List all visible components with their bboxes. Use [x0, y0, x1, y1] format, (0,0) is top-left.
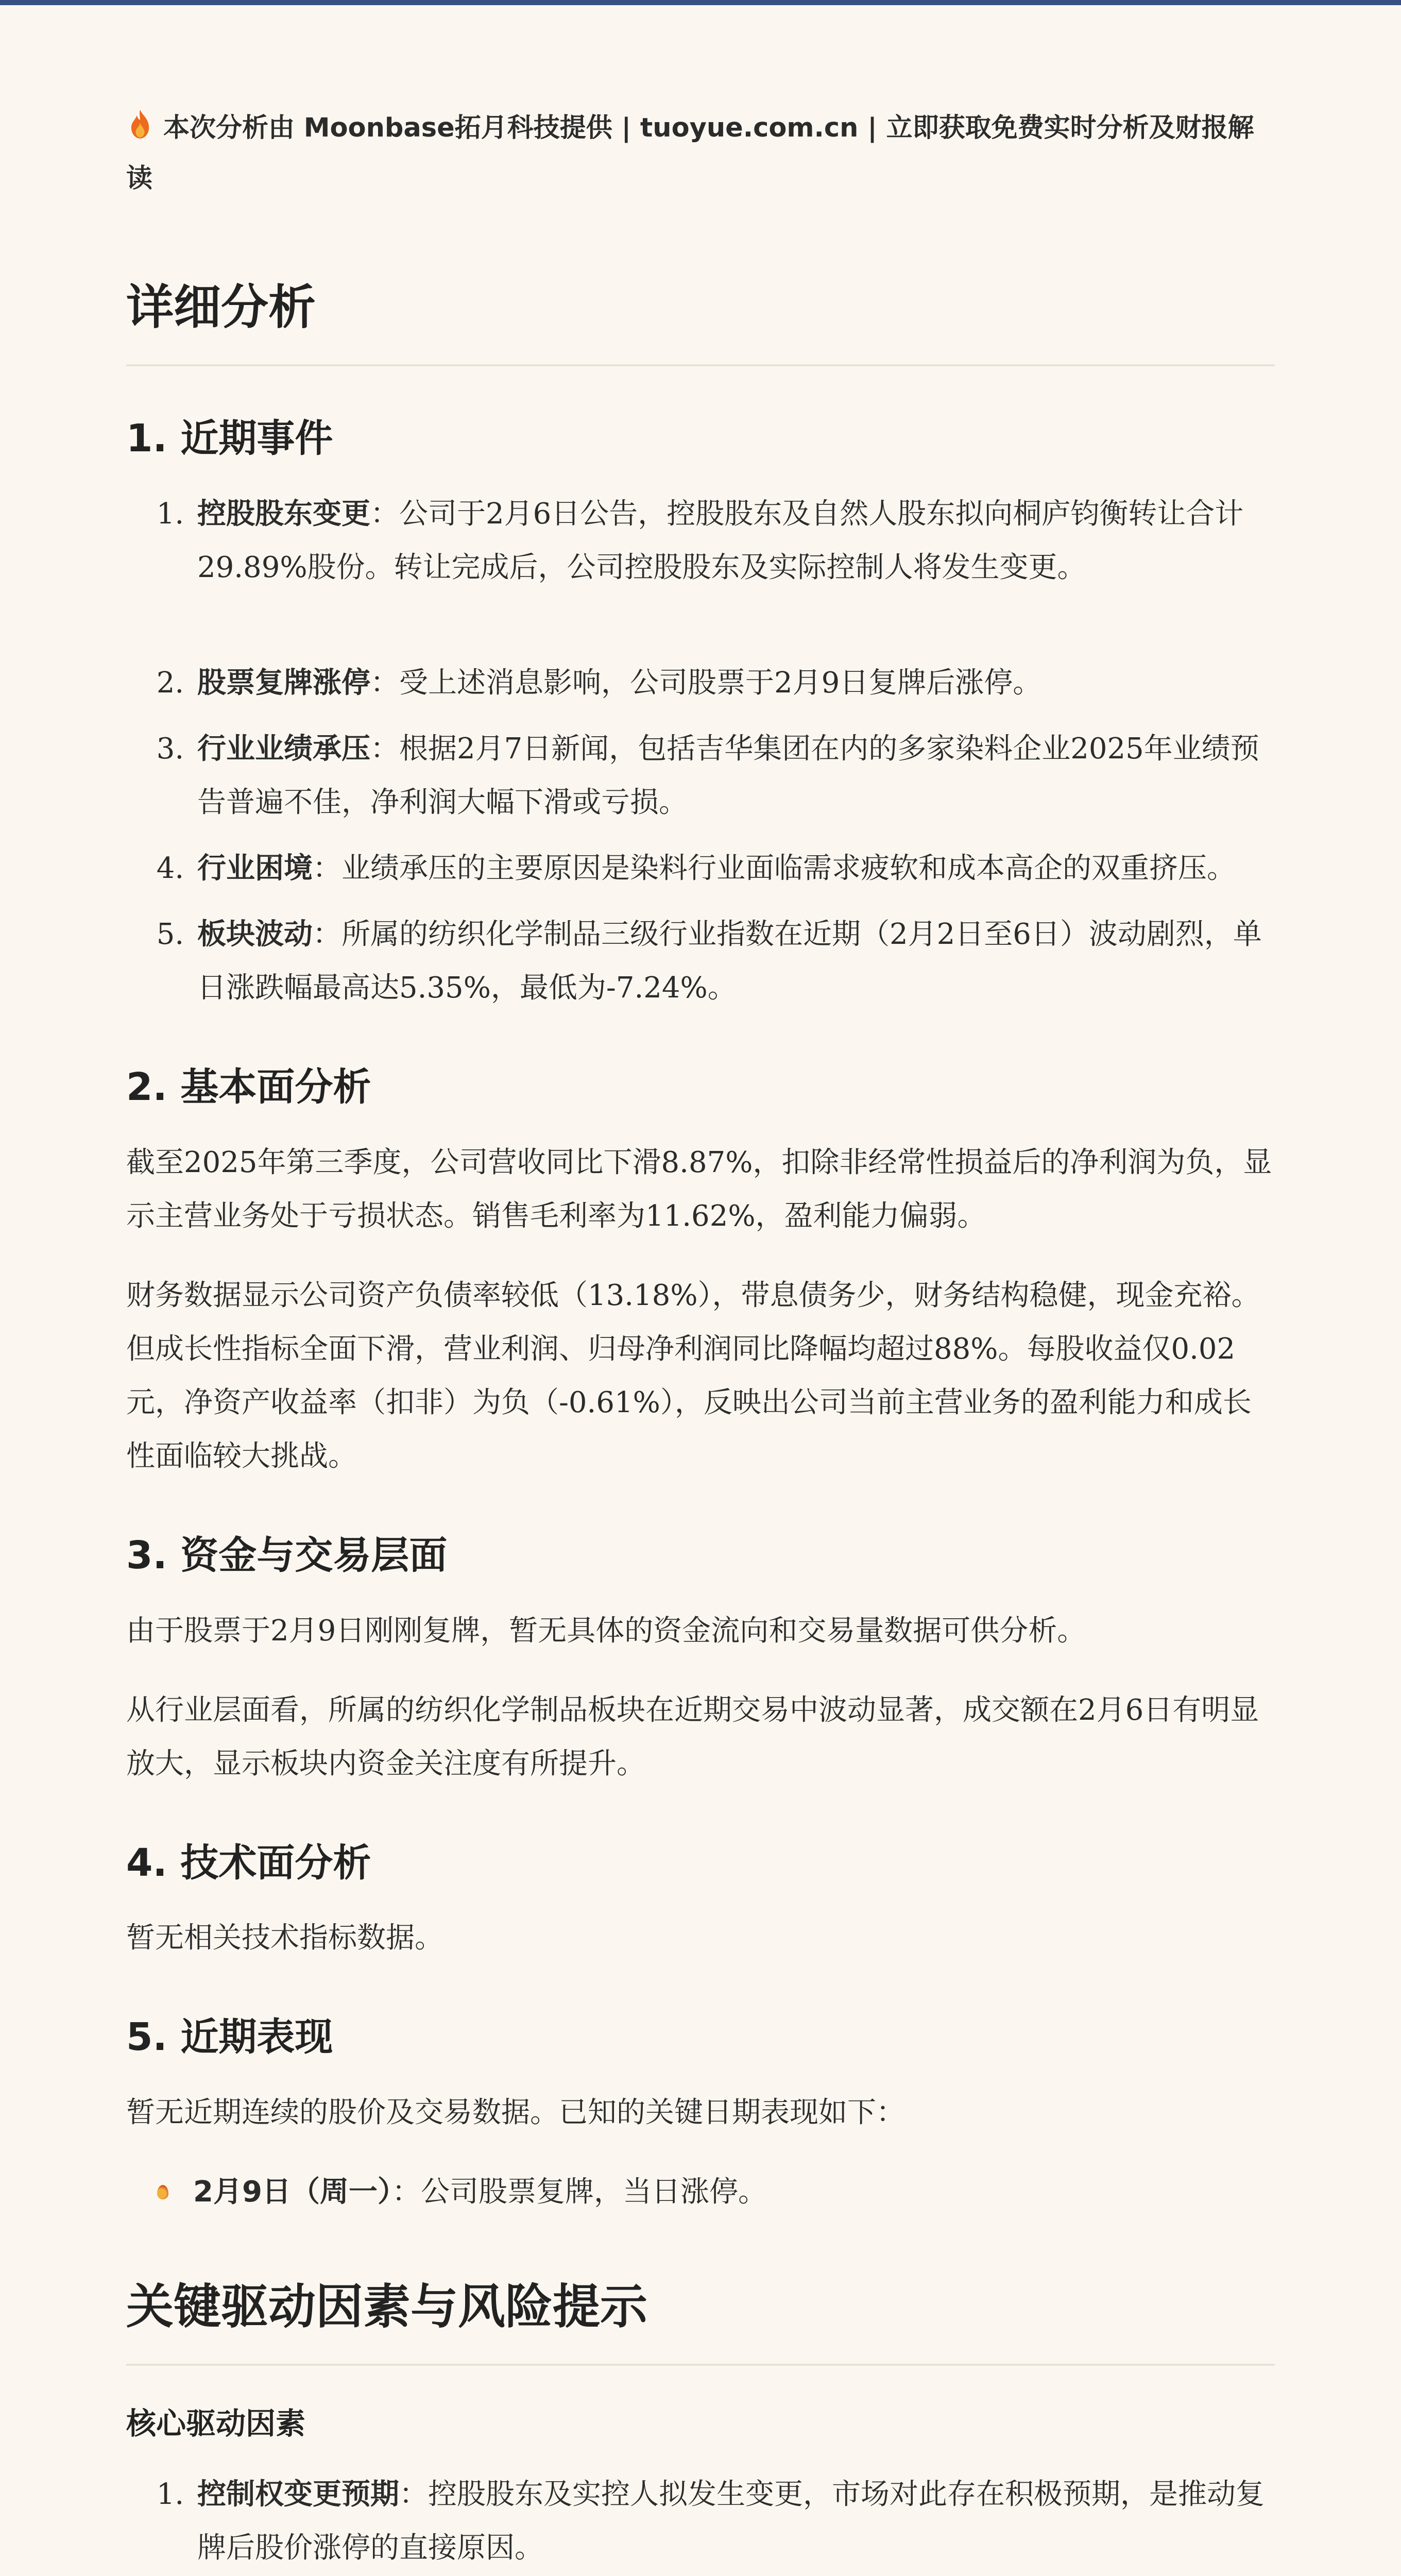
- fundamentals-heading: 2. 基本面分析: [126, 1064, 371, 1109]
- capital-paragraph-1: 由于股票于2月9日刚刚复牌，暂无具体的资金流向和交易量数据可供分析。: [126, 1614, 1086, 1648]
- list-item: 1. 控制权变更预期：控股股东及实控人拟发生变更，市场对此存在积极预期，是推动复牌后股价涨停的直接原因。: [193, 2468, 1275, 2575]
- fundamentals-paragraph-1: 截至2025年第三季度，公司营收同比下滑8.87%，扣除非经常性损益后的净利润为负，显示主营业务处于亏损状态。销售毛利率为11.62%，盈利能力偏弱。: [126, 1145, 1272, 1233]
- recent-performance-list: [126, 2165, 1275, 2219]
- technical-paragraph: 暂无相关技术指标数据。: [126, 1921, 443, 1955]
- recent-performance-paragraph: 暂无近期连续的股价及交易数据。已知的关键日期表现如下：: [126, 2096, 905, 2130]
- core-drivers-list: [126, 2468, 1275, 2576]
- top-accent-bar: [0, 0, 1401, 5]
- fire-icon: [126, 109, 154, 140]
- capital-trading-heading: 3. 资金与交易层面: [126, 1533, 448, 1578]
- bullet-icon: [157, 2185, 168, 2199]
- recent-events-list: [126, 487, 1275, 1015]
- recent-events-heading: 1. 近期事件: [126, 416, 333, 461]
- core-drivers-heading: 核心驱动因素: [126, 2406, 306, 2442]
- list-item: 3. 行业业绩承压：根据2月7日新闻，包括吉华集团在内的多家染料企业2025年业绩预告普遍不佳，净利润大幅下滑或亏损。: [193, 722, 1275, 829]
- sponsor-banner[interactable]: [126, 103, 1275, 204]
- report-page: [0, 103, 1401, 2576]
- banner-text: 本次分析由 Moonbase拓月科技提供 | tuoyue.com.cn | 立即获取免费实时分析及财报解读: [126, 113, 1254, 194]
- capital-paragraph-2: 从行业层面看，所属的纺织化学制品板块在近期交易中波动显著，成交额在2月6日有明显放大，显示板块内资金关注度有所提升。: [126, 1693, 1259, 1781]
- list-item: 4. 行业困境：业绩承压的主要原因是染料行业面临需求疲软和成本高企的双重挤压。: [193, 842, 1275, 895]
- technical-heading: 4. 技术面分析: [126, 1840, 371, 1885]
- detailed-analysis-title: 详细分析: [126, 281, 1275, 366]
- list-item: 1. 控股股东变更：公司于2月6日公告，控股股东及自然人股东拟向桐庐钧衡转让合计29.89%股份。转让完成后，公司控股股东及实际控制人将发生变更。: [193, 487, 1275, 595]
- recent-performance-heading: 5. 近期表现: [126, 2015, 333, 2060]
- list-item: 5. 板块波动：所属的纺织化学制品三级行业指数在近期（2月2日至6日）波动剧烈，单日涨跌幅最高达5.35%，最低为-7.24%。: [193, 908, 1275, 1015]
- list-item: 2月9日（周一）：公司股票复牌，当日涨停。: [193, 2165, 1275, 2219]
- drivers-risks-title: 关键驱动因素与风险提示: [126, 2281, 1275, 2366]
- list-item: 2. 股票复牌涨停：受上述消息影响，公司股票于2月9日复牌后涨停。: [193, 656, 1275, 710]
- fundamentals-paragraph-2: 财务数据显示公司资产负债率较低（13.18%），带息债务少，财务结构稳健，现金充裕。但成长性指标全面下滑，营业利润、归母净利润同比降幅均超过88%。每股收益仅0.02元，净资产收益率（扣非）为负（-0.61%），反映出公司当前主营业务的盈利能力和成长性面临较大挑战。: [126, 1278, 1260, 1473]
